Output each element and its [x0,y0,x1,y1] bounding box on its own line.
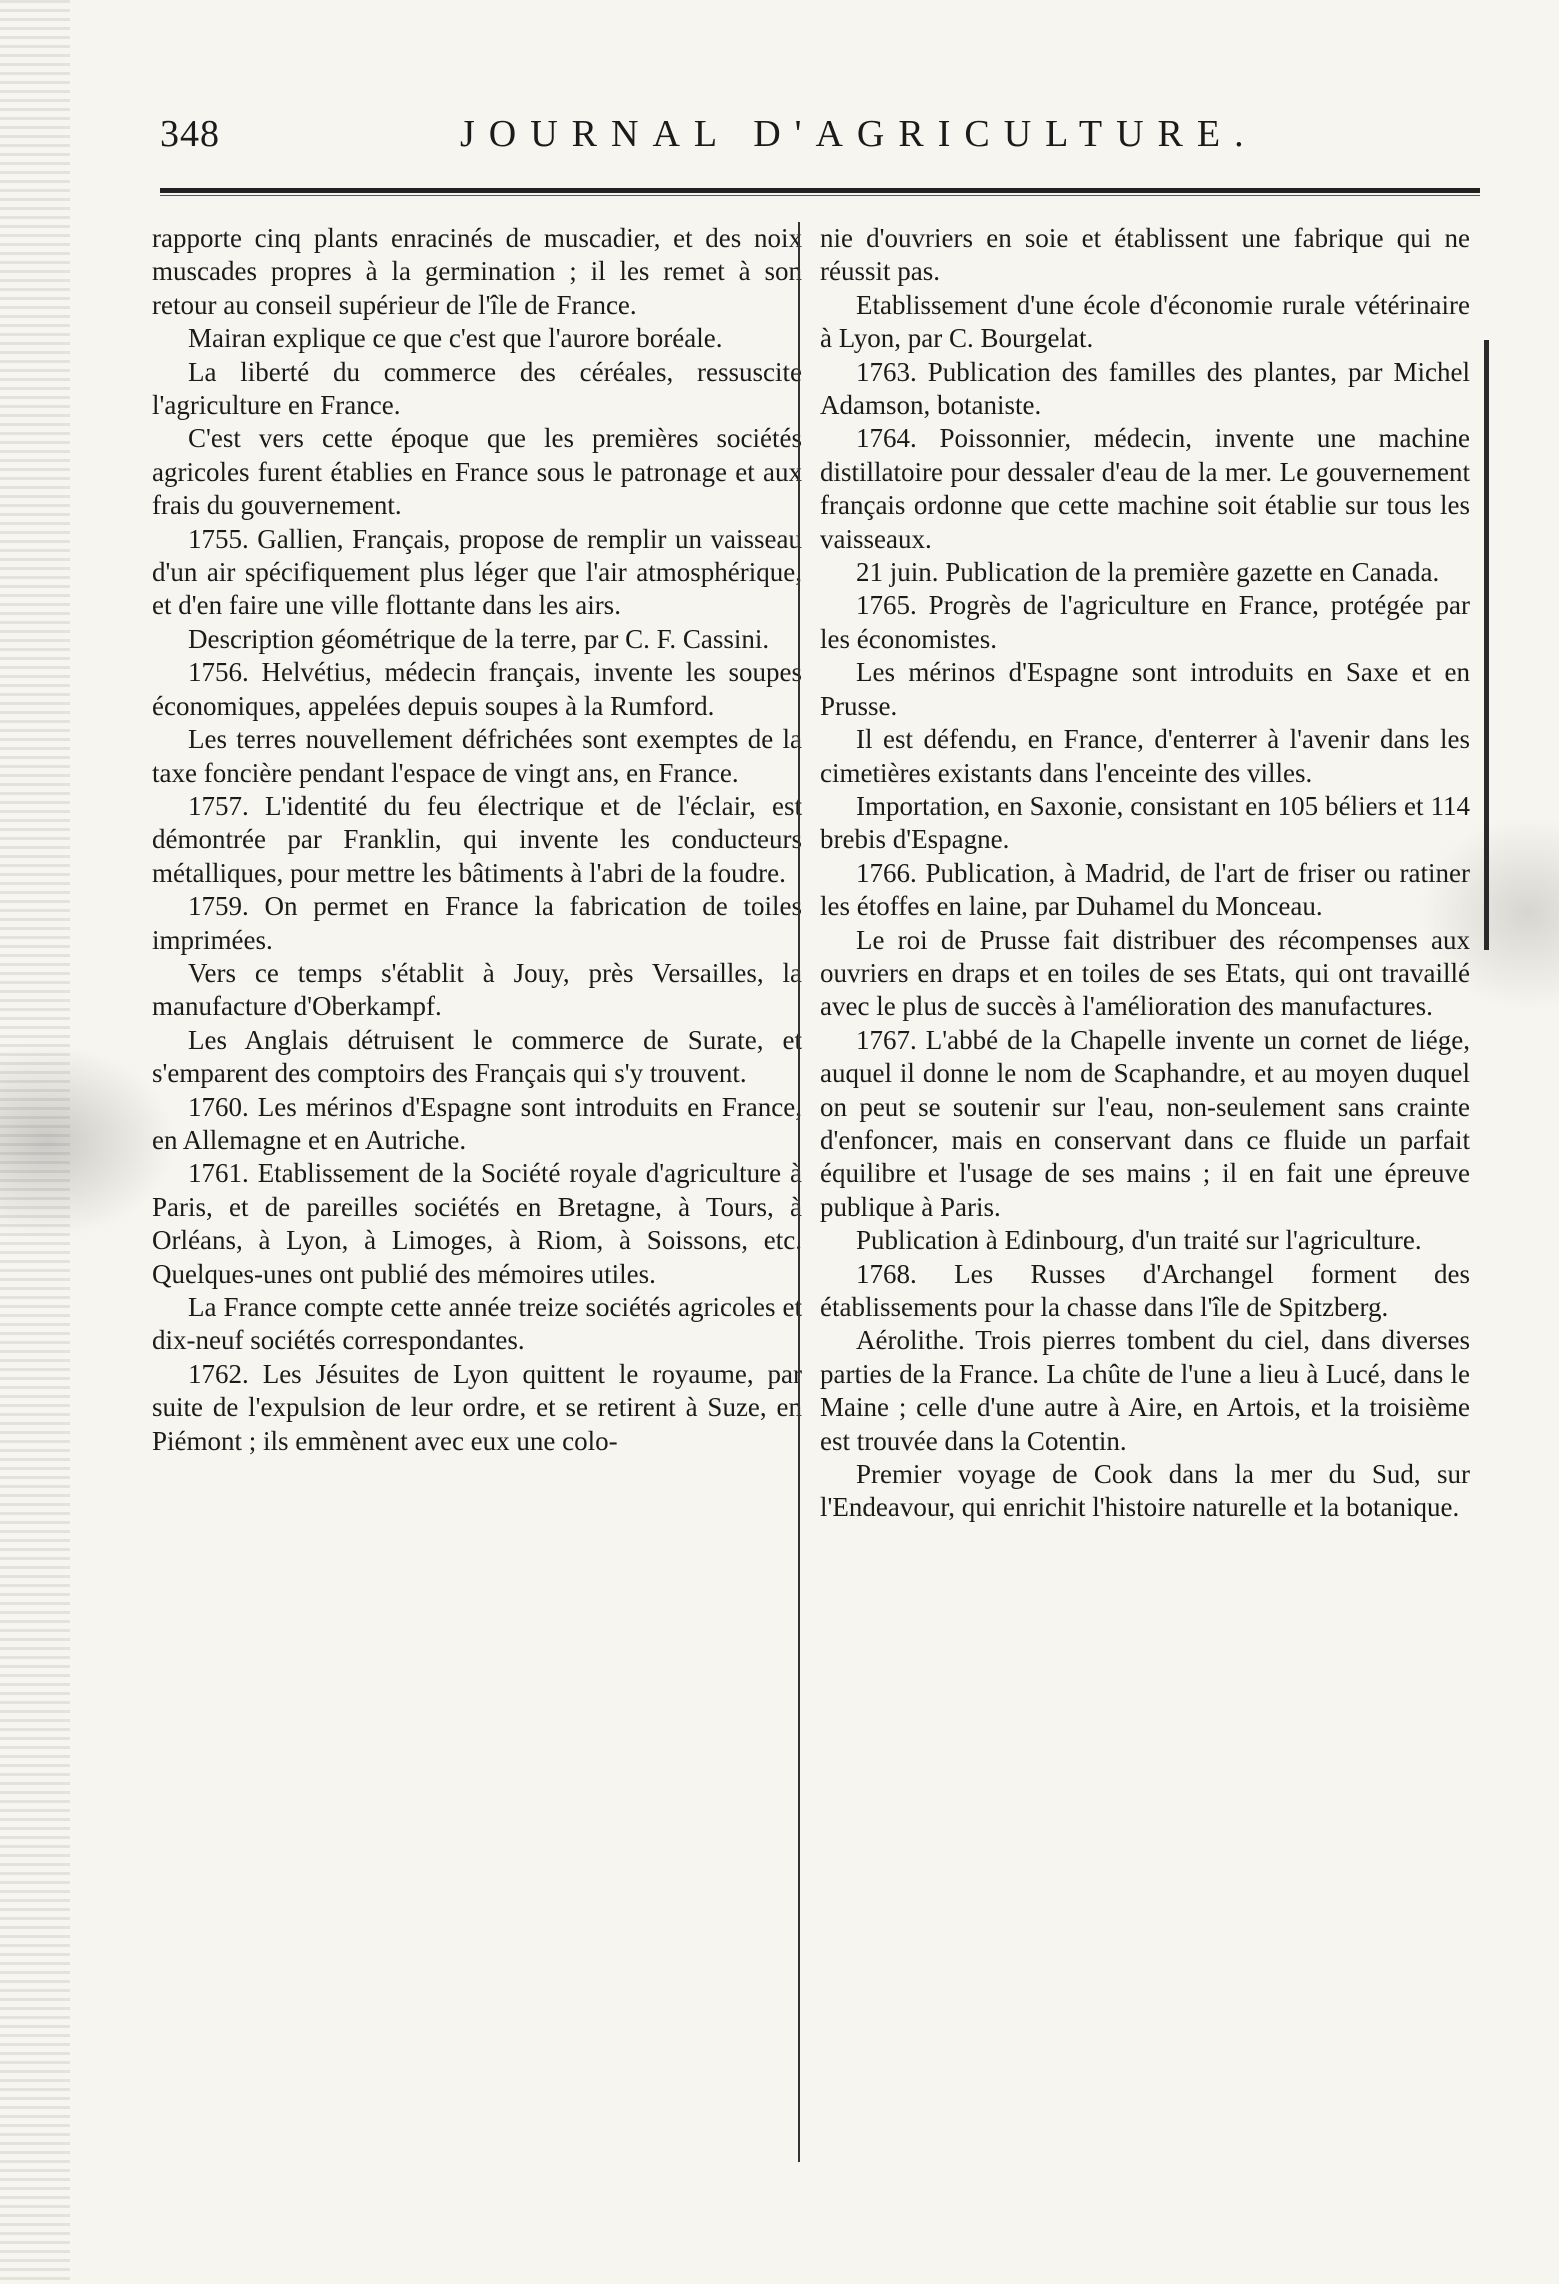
paragraph: nie d'ouvriers en soie et établissent une fabrique qui ne réussit pas. [820,223,1470,287]
paragraph: Publication à Edinbourg, d'un traité sur l'agriculture. [856,1225,1422,1256]
binding-shadow [0,0,70,2284]
paragraph: La France compte cette année treize sociétés agricoles et dix-neuf sociétés correspondantes. [152,1292,802,1356]
paragraph: 1760. Les mérinos d'Espagne sont introduits en France, en Allemagne et en Autriche. [152,1091,802,1155]
paragraph: 1759. On permet en France la fabrication de toiles imprimées. [152,891,802,955]
paragraph: Aérolithe. Trois pierres tombent du ciel, dans diverses parties de la France. La chûte de l'une a lieu à Lucé, dans le Maine ; celle d'une autre à Aire, en Artois, et la troisième est trouvée dans la Cotentin. [820,1325,1470,1456]
paragraph: La liberté du commerce des céréales, ressuscite l'agriculture en France. [152,356,802,421]
paragraph: Le roi de Prusse fait distribuer des récompenses aux ouvriers en draps et en toiles de ses Etats, qui ont travaillé avec le plus de succès à l'amélioration des manufactures. [820,924,1470,1022]
paragraph: 1757. L'identité du feu électrique et de l'éclair, est démontrée par Franklin, qui invente les conducteurs métalliques, pour mettre les bâtiments à l'abri de la foudre. [152,790,802,888]
right-column [820,222,1470,1525]
paragraph: 1756. Helvétius, médecin français, invente les soupes économiques, appelées depuis soupes à la Rumford. [152,657,802,721]
paragraph: Les mérinos d'Espagne sont introduits en Saxe et en Prusse. [820,657,1470,721]
paragraph: 1763. Publication des familles des plantes, par Michel Adamson, botaniste. [820,356,1470,421]
paragraph: Il est défendu, en France, d'enterrer à l'avenir dans les cimetières existants dans l'enceinte des villes. [820,724,1470,788]
running-title: JOURNAL D'AGRICULTURE. [460,113,1258,155]
paragraph: 1766. Publication, à Madrid, de l'art de friser ou ratiner les étoffes en laine, par Duhamel du Monceau. [820,857,1470,922]
paragraph: Importation, en Saxonie, consistant en 105 béliers et 114 brebis d'Espagne. [820,790,1470,855]
paragraph: Description géométrique de la terre, par C. F. Cassini. [188,623,770,654]
page-number: 348 [160,113,220,155]
paragraph: Les Anglais détruisent le commerce de Surate, et s'emparent des comptoirs des Français qui s'y trouvent. [152,1024,802,1089]
paragraph: 1765. Progrès de l'agriculture en France, protégée par les économistes. [820,590,1470,654]
paragraph: rapporte cinq plants enracinés de muscadier, et des noix muscades propres à la germination ; il les remet à son retour au conseil supérieur de l'île de France. [152,223,802,320]
margin-mark [1484,340,1489,950]
paragraph: Mairan explique ce que c'est que l'aurore boréale. [188,323,723,354]
paragraph: Etablissement d'une école d'économie rurale vétérinaire à Lyon, par C. Bourgelat. [820,289,1470,354]
paragraph: 1768. Les Russes d'Archangel forment des établissements pour la chasse dans l'île de Spitzberg. [820,1258,1470,1322]
paragraph: 1762. Les Jésuites de Lyon quittent le royaume, par suite de l'expulsion de leur ordre, et se retirent à Suze, en Piémont ; ils emmènent avec eux une colo- [152,1358,802,1456]
column-divider [798,222,800,2162]
header-rule [160,188,1480,196]
paragraph: C'est vers cette époque que les premières sociétés agricoles furent établies en France sous le patronage et aux frais du gouvernement. [152,423,802,521]
paragraph: Vers ce temps s'établit à Jouy, près Versailles, la manufacture d'Oberkampf. [152,957,802,1022]
paragraph: Les terres nouvellement défrichées sont exemptes de la taxe foncière pendant l'espace de vingt ans, en France. [152,724,802,788]
left-column [152,222,802,1458]
paragraph: Premier voyage de Cook dans la mer du Sud, sur l'Endeavour, qui enrichit l'histoire naturelle et la botanique. [820,1459,1470,1523]
paragraph: 1761. Etablissement de la Société royale d'agriculture à Paris, et de pareilles sociétés en Bretagne, à Tours, à Orléans, à Lyon, à Limoges, à Riom, à Soissons, etc. Quelques-unes ont publié des mémoires utiles. [152,1158,802,1289]
paragraph: 21 juin. Publication de la première gazette en Canada. [856,557,1440,588]
page-header [160,112,1480,172]
paragraph: 1755. Gallien, Français, propose de remplir un vaisseau d'un air spécifiquement plus léger que l'air atmosphérique, et d'en faire une ville flottante dans les airs. [152,523,802,621]
paragraph: 1764. Poissonnier, médecin, invente une machine distillatoire pour dessaler d'eau de la mer. Le gouvernement français ordonne que cette machine soit établie sur tous les vaisseaux. [820,423,1470,554]
paragraph: 1767. L'abbé de la Chapelle invente un cornet de liége, auquel il donne le nom de Scaphandre, et au moyen duquel on peut se soutenir sur l'eau, non-seulement sans crainte d'enfoncer, mais en conservant dans ce fluide un parfait équilibre et l'usage de ses mains ; il en fait une épreuve publique à Paris. [820,1024,1470,1222]
